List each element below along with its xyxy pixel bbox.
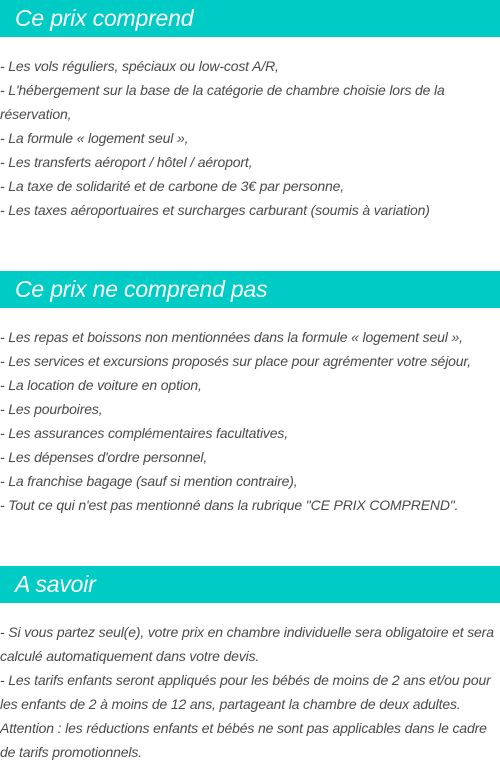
section-banner bbox=[0, 0, 500, 37]
included-list bbox=[0, 54, 500, 222]
list-item: - Les transferts aéroport / hôtel / aéroport, bbox=[0, 154, 253, 170]
list-item: Attention : les réductions enfants et bébés ne sont pas applicables dans le cadre de tarifs promotionnels. bbox=[0, 720, 487, 760]
not-included-list bbox=[0, 325, 500, 517]
list-item: - Les vols réguliers, spéciaux ou low-cost A/R, bbox=[0, 58, 279, 74]
section-included bbox=[0, 0, 500, 222]
list-item: - La location de voiture en option, bbox=[0, 377, 202, 393]
list-item: - Les repas et boissons non mentionnées dans la formule « logement seul », bbox=[0, 329, 463, 345]
section-not-included bbox=[0, 271, 500, 517]
list-item: - Les pourboires, bbox=[0, 401, 103, 417]
good-to-know-list bbox=[0, 620, 500, 764]
list-item: - Les assurances complémentaires facultatives, bbox=[0, 425, 289, 441]
section-title: Ce prix ne comprend pas bbox=[15, 276, 268, 302]
section-banner bbox=[0, 566, 500, 603]
section-banner bbox=[0, 271, 500, 308]
list-item: - La formule « logement seul », bbox=[0, 130, 189, 146]
list-item: - Tout ce qui n'est pas mentionné dans la rubrique "CE PRIX COMPREND". bbox=[0, 497, 459, 513]
list-item: - Les tarifs enfants seront appliqués pour les bébés de moins de 2 ans et/ou pour les enfants de 2 à moins de 12 ans, partageant la chambre de deux adultes. bbox=[0, 672, 491, 712]
list-item: - Les dépenses d'ordre personnel, bbox=[0, 449, 208, 465]
section-good-to-know bbox=[0, 566, 500, 764]
section-title: Ce prix comprend bbox=[15, 5, 194, 31]
list-item: - Les taxes aéroportuaires et surcharges carburant (soumis à variation) bbox=[0, 202, 430, 218]
list-item: - L'hébergement sur la base de la catégorie de chambre choisie lors de la réservation, bbox=[0, 82, 445, 122]
section-title: A savoir bbox=[15, 571, 96, 597]
list-item: - La taxe de solidarité et de carbone de 3€ par personne, bbox=[0, 178, 345, 194]
list-item: - Les services et excursions proposés sur place pour agrémenter votre séjour, bbox=[0, 353, 471, 369]
list-item: - Si vous partez seul(e), votre prix en chambre individuelle sera obligatoire et sera calculé automatiquement dans votre devis. bbox=[0, 624, 494, 664]
list-item: - La franchise bagage (sauf si mention contraire), bbox=[0, 473, 298, 489]
